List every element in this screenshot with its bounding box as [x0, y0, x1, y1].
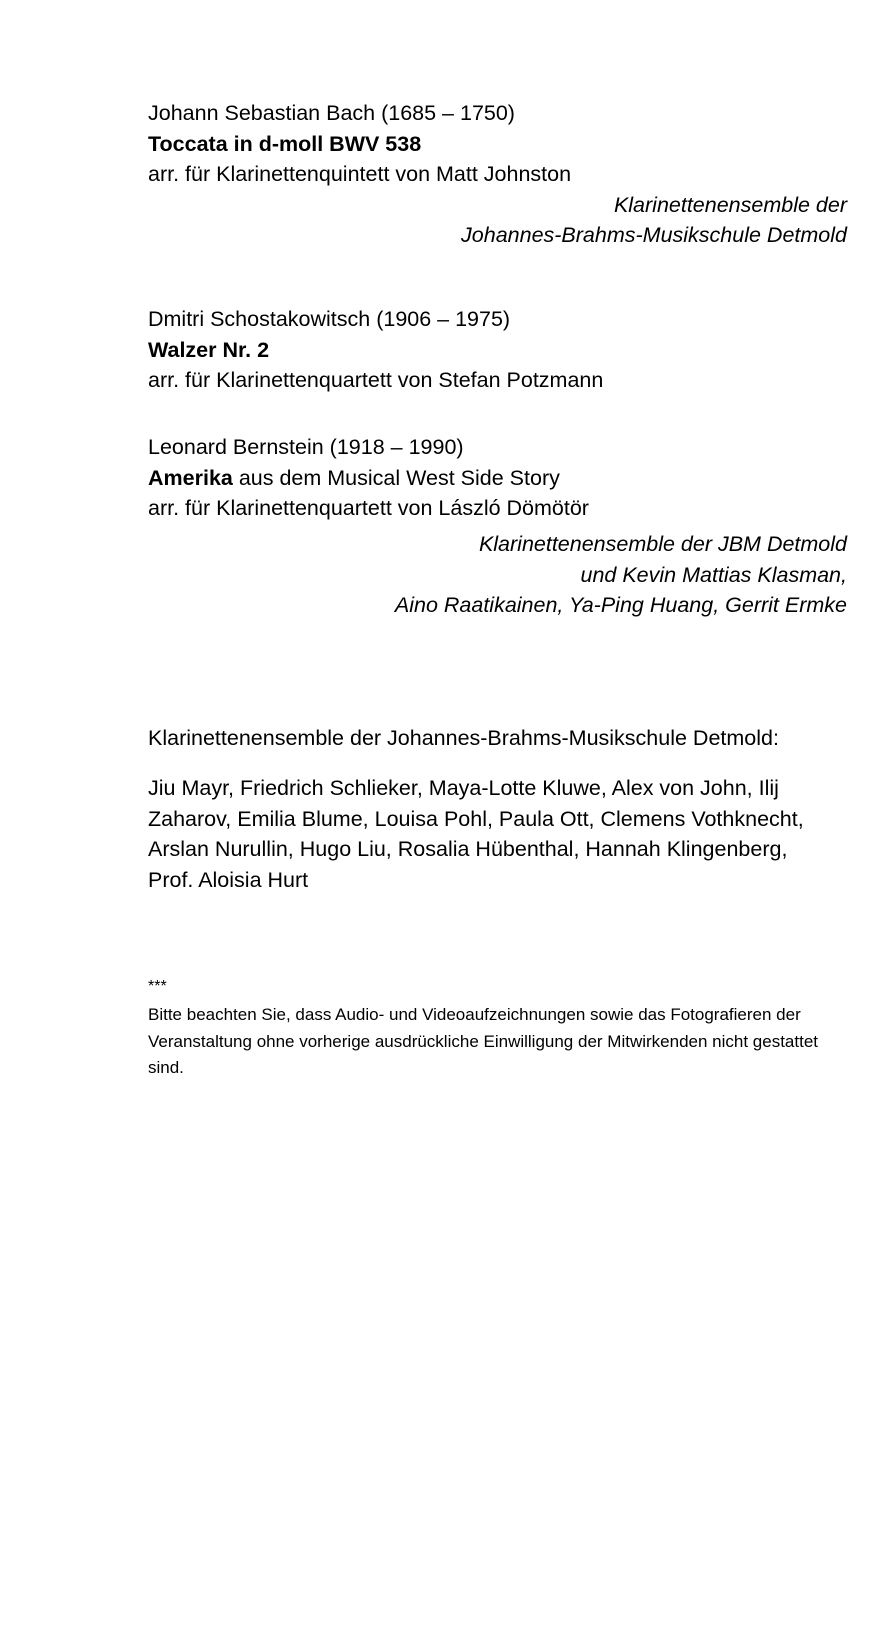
performer-line: und Kevin Mattias Klasman,	[580, 562, 847, 587]
performer-line: Johannes-Brahms-Musikschule Detmold	[461, 223, 847, 247]
arrangement: arr. für Klarinettenquartett von Stefan Potzmann	[148, 368, 604, 392]
program-item-schostakowitsch	[148, 304, 848, 396]
footer-notice	[148, 978, 848, 1082]
piece-title: Walzer Nr. 2	[148, 337, 270, 362]
ensemble-section	[148, 723, 848, 895]
arrangement: arr. für Klarinettenquartett von László Dömötör	[148, 496, 589, 520]
composer: Dmitri Schostakowitsch (1906 – 1975)	[148, 307, 511, 331]
ensemble-heading: Klarinettenensemble der Johannes-Brahms-Musikschule Detmold:	[148, 726, 779, 750]
separator: ***	[148, 978, 167, 995]
composer: Johann Sebastian Bach (1685 – 1750)	[148, 101, 515, 125]
program-item-bernstein	[148, 432, 848, 524]
piece-title: Amerika aus dem Musical West Side Story	[148, 465, 560, 490]
arrangement: arr. für Klarinettenquintett von Matt Johnston	[148, 162, 572, 186]
performer-line: Aino Raatikainen, Ya-Ping Huang, Gerrit Ermke	[394, 593, 847, 617]
program-item-bach	[148, 98, 848, 251]
ensemble-members: Jiu Mayr, Friedrich Schlieker, Maya-Lotte Kluwe, Alex von John, Ilij Zaharov, Emilia Blume, Louisa Pohl, Paula Ott, Clemens Vothknecht, Arslan Nurullin, Hugo Liu, Rosalia Hübenthal, Hannah Klingenberg, Prof. Aloisia Hurt	[148, 776, 804, 892]
performer-line: Klarinettenensemble der JBM Detmold	[478, 532, 847, 556]
composer: Leonard Bernstein (1918 – 1990)	[148, 435, 464, 459]
recording-notice: Bitte beachten Sie, dass Audio- und Videoaufzeichnungen sowie das Fotografieren der Veranstaltung ohne vorherige ausdrückliche Einwilligung der Mitwirkenden nicht gestattet sind.	[148, 1005, 818, 1077]
performer-line: Klarinettenensemble der	[613, 192, 847, 217]
performers-bernstein	[148, 529, 848, 621]
piece-title: Toccata in d-moll BWV 538	[148, 131, 422, 156]
